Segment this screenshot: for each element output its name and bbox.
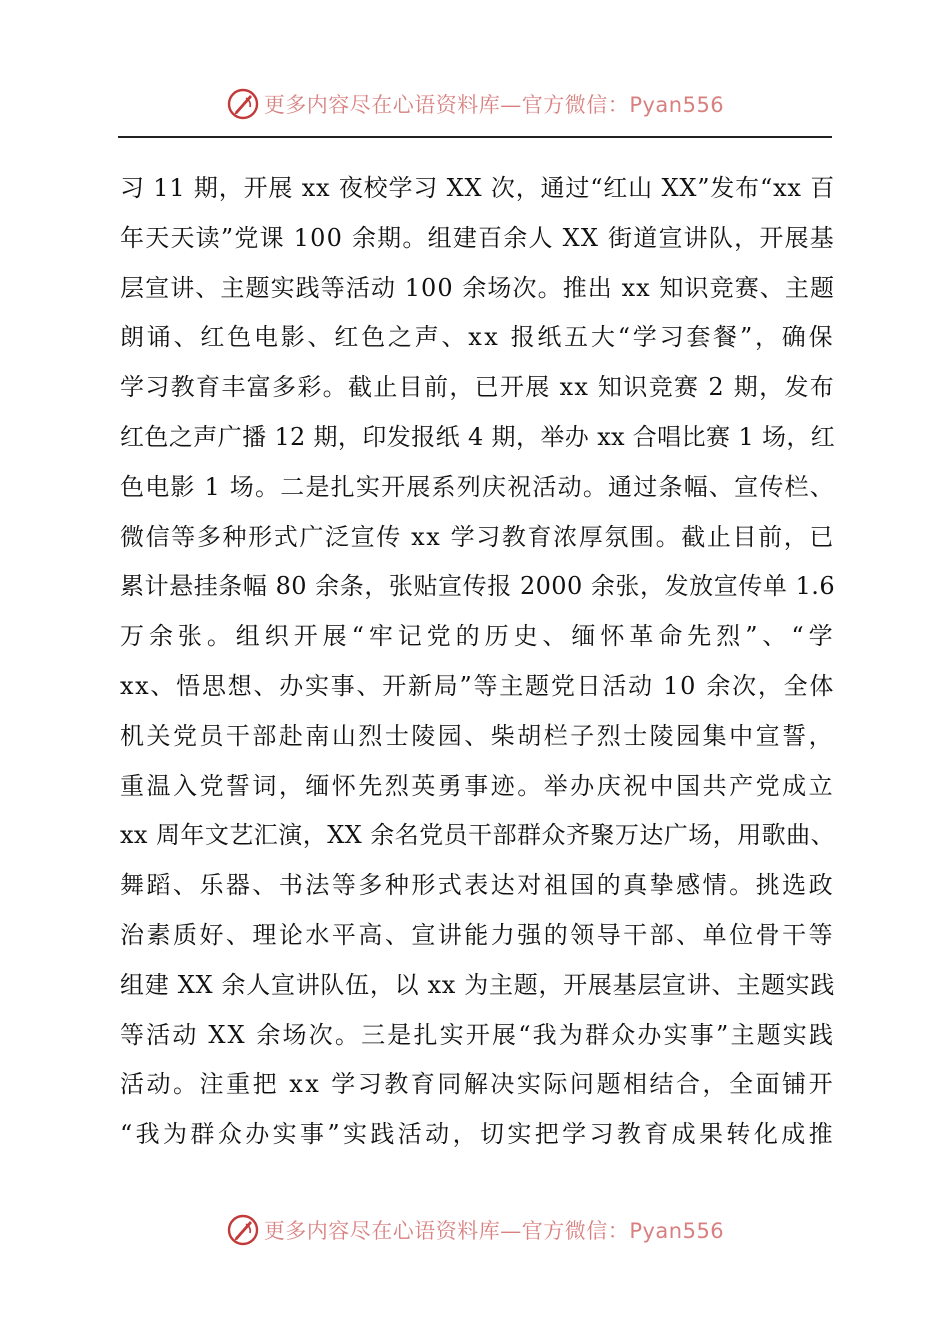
body-line: 朗诵、红色电影、红色之声、xx 报纸五大“学习套餐”，确保 xyxy=(120,323,835,352)
body-line: 习 11 期，开展 xx 夜校学习 XX 次，通过“红山 XX”发布“xx 百 xyxy=(120,174,835,202)
body-line: 学习教育丰富多彩。截止目前，已开展 xx 知识竞赛 2 期，发布 xyxy=(120,373,835,402)
quill-logo-icon xyxy=(226,1213,260,1247)
header-banner xyxy=(0,84,950,124)
header-banner-text: 更多内容尽在心语资料库—官方微信：Pyan556 xyxy=(263,93,725,117)
body-line: 年天天读”党课 100 余期。组建百余人 XX 街道宣讲队，开展基 xyxy=(120,223,835,252)
body-line: xx、悟思想、办实事、开新局”等主题党日活动 10 余次，全体 xyxy=(120,671,835,700)
body-line: 累计悬挂条幅 80 余条，张贴宣传报 2000 余张，发放宣传单 1.6 xyxy=(120,572,835,601)
body-line: xx 周年文艺汇演，XX 余名党员干部群众齐聚万达广场，用歌曲、 xyxy=(120,821,835,850)
body-line: 舞蹈、乐器、书法等多种形式表达对祖国的真挚感情。挑选政 xyxy=(120,871,835,900)
body-line: 组建 XX 余人宣讲队伍，以 xx 为主题，开展基层宣讲、主题实践 xyxy=(120,970,835,999)
body-line: 色电影 1 场。二是扎实开展系列庆祝活动。通过条幅、宣传栏、 xyxy=(120,472,835,501)
document-body xyxy=(120,164,835,1160)
body-line: 微信等多种形式广泛宣传 xx 学习教育浓厚氛围。截止目前，已 xyxy=(120,522,835,551)
header-wechat-id: Pyan556 xyxy=(629,93,725,117)
body-line: 万余张。组织开展“牢记党的历史、缅怀革命先烈”、“学 xyxy=(120,622,835,651)
header-divider xyxy=(118,136,832,138)
body-line: 治素质好、理论水平高、宣讲能力强的领导干部、单位骨干等 xyxy=(120,920,835,949)
body-line: 重温入党誓词，缅怀先烈英勇事迹。举办庆祝中国共产党成立 xyxy=(120,771,835,800)
footer-wechat-id: Pyan556 xyxy=(629,1219,725,1243)
body-line: “我为群众办实事”实践活动，切实把学习教育成果转化成推 xyxy=(120,1120,835,1149)
body-line: 红色之声广播 12 期，印发报纸 4 期，举办 xx 合唱比赛 1 场，红 xyxy=(120,422,835,451)
footer-banner-text: 更多内容尽在心语资料库—官方微信：Pyan556 xyxy=(263,1219,725,1243)
body-line: 活动。注重把 xx 学习教育同解决实际问题相结合，全面铺开 xyxy=(120,1070,835,1099)
body-line: 等活动 XX 余场次。三是扎实开展“我为群众办实事”主题实践 xyxy=(120,1020,835,1049)
body-line: 机关党员干部赴南山烈士陵园、柴胡栏子烈士陵园集中宣誓， xyxy=(120,721,835,750)
footer-banner xyxy=(0,1210,950,1250)
body-line: 层宣讲、主题实践等活动 100 余场次。推出 xx 知识竞赛、主题 xyxy=(120,273,835,302)
quill-logo-icon xyxy=(226,87,260,121)
